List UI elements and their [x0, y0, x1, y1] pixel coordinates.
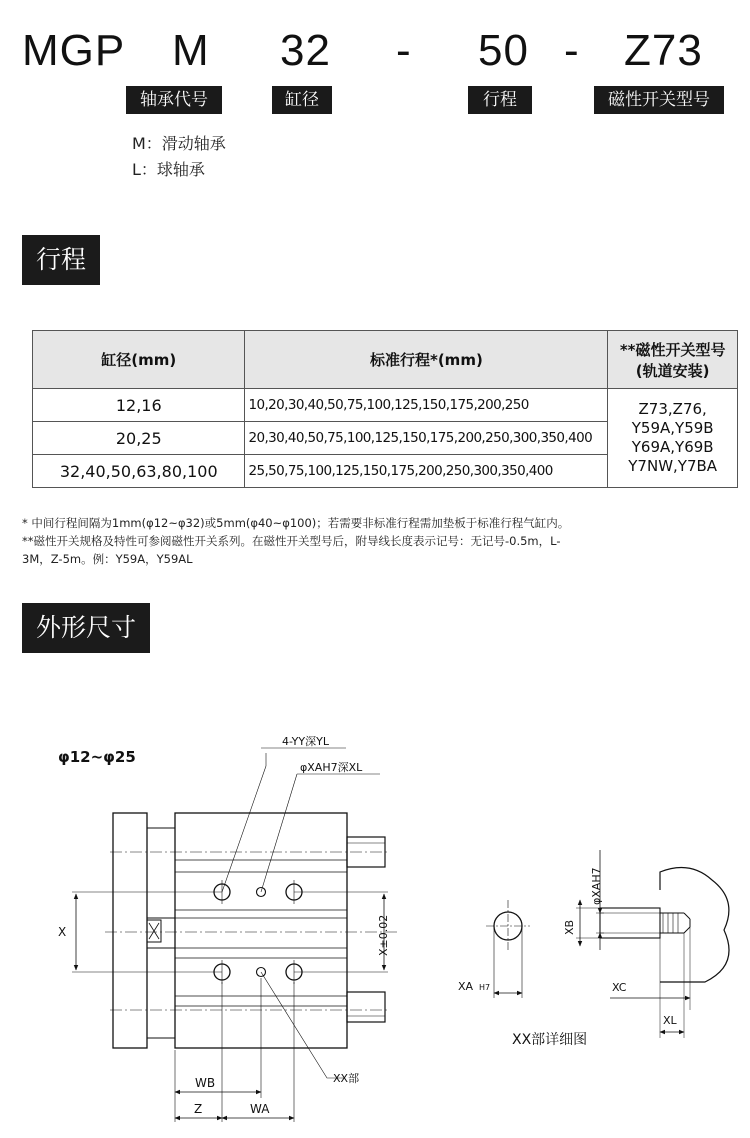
section-heading-stroke: 行程	[22, 235, 100, 285]
stroke-cell: 20,30,40,50,75,100,125,150,175,200,250,300,350,400	[245, 422, 608, 455]
tag-bearing-code: 轴承代号	[126, 86, 222, 114]
switch-model-line: Z73,Z76,	[638, 400, 707, 418]
detail-caption: XX部详细图	[512, 1032, 588, 1048]
model-stroke: 50	[478, 26, 529, 75]
footnote-switch-example: 3M，Z-5m。例：Y59A，Y59AL	[22, 552, 193, 566]
footnote-switch-spec: **磁性开关规格及特性可参阅磁性开关系列。在磁性开关型号后，附导线长度表示记号：无记号-0.5m，L-	[22, 534, 561, 548]
tag-stroke: 行程	[468, 86, 532, 114]
header-standard-stroke: 标准行程*(mm)	[245, 331, 608, 389]
dim-xah7-label: φXAH7	[590, 867, 603, 905]
dim-xb-label: XB	[563, 919, 576, 935]
stroke-table	[32, 330, 738, 488]
footnote-stroke-interval: * 中间行程间隔为1mm(φ12~φ32)或5mm(φ40~φ100)；若需要非标准行程需加垫板于标准行程气缸内。	[22, 516, 570, 530]
label-xx-part: XX部	[333, 1072, 360, 1085]
dim-xa-label: XA	[458, 980, 474, 993]
header-switch-model	[608, 331, 738, 389]
header-switch-line-2: (轨道安装)	[635, 361, 710, 380]
stroke-cell: 25,50,75,100,125,150,175,200,250,300,350,400	[245, 455, 608, 488]
bearing-option-m: M：滑动轴承	[132, 134, 226, 153]
dim-wb-label: WB	[195, 1076, 216, 1090]
dim-x-label: X	[58, 925, 67, 939]
bore-cell: 12,16	[33, 389, 245, 422]
guide-block-lower	[147, 948, 175, 1038]
stroke-cell: 10,20,30,40,50,75,100,125,150,175,200,250	[245, 389, 608, 422]
switch-model-line: Y7NW,Y7BA	[628, 457, 718, 475]
dimension-drawing	[0, 720, 750, 1138]
detail-part-outline	[660, 868, 729, 983]
model-dash-1: -	[396, 26, 412, 75]
dim-z-label: Z	[194, 1102, 203, 1116]
bearing-option-l: L：球轴承	[132, 160, 205, 179]
drawing-range-label: φ12~φ25	[58, 748, 136, 766]
bore-cell: 32,40,50,63,80,100	[33, 455, 245, 488]
header-switch-line-1: **磁性开关型号	[619, 340, 726, 359]
model-switch: Z73	[624, 26, 703, 75]
dim-x-tol-label: X±0.02	[377, 914, 390, 956]
dim-xl-label: XL	[663, 1014, 677, 1027]
bore-cell: 20,25	[33, 422, 245, 455]
guide-block-upper	[147, 828, 175, 918]
dim-h7-label: H7	[479, 983, 491, 992]
detail-section-hole	[600, 908, 660, 938]
tag-bore: 缸径	[272, 86, 332, 114]
label-yy-depth: 4-YY深YL	[282, 735, 329, 748]
switch-model-line: Y59A,Y59B	[631, 419, 714, 437]
label-xa-depth: φXAH7深XL	[300, 761, 363, 774]
model-series: MGP	[22, 26, 126, 75]
switch-model-line: Y69A,Y69B	[631, 438, 714, 456]
end-plate	[113, 813, 147, 1048]
dim-xc-label: XC	[612, 981, 627, 994]
model-dash-2: -	[564, 26, 580, 75]
tag-switch-model: 磁性开关型号	[594, 86, 724, 114]
guide-rod-lower	[347, 992, 385, 1022]
table-header-row	[33, 331, 738, 389]
dim-wa-label: WA	[250, 1102, 270, 1116]
model-bearing: M	[172, 26, 210, 75]
section-heading-dimensions: 外形尺寸	[22, 603, 150, 653]
model-bore: 32	[280, 26, 331, 75]
table-row	[33, 389, 738, 422]
switch-model-cell	[608, 389, 738, 488]
header-bore: 缸径(mm)	[33, 331, 245, 389]
